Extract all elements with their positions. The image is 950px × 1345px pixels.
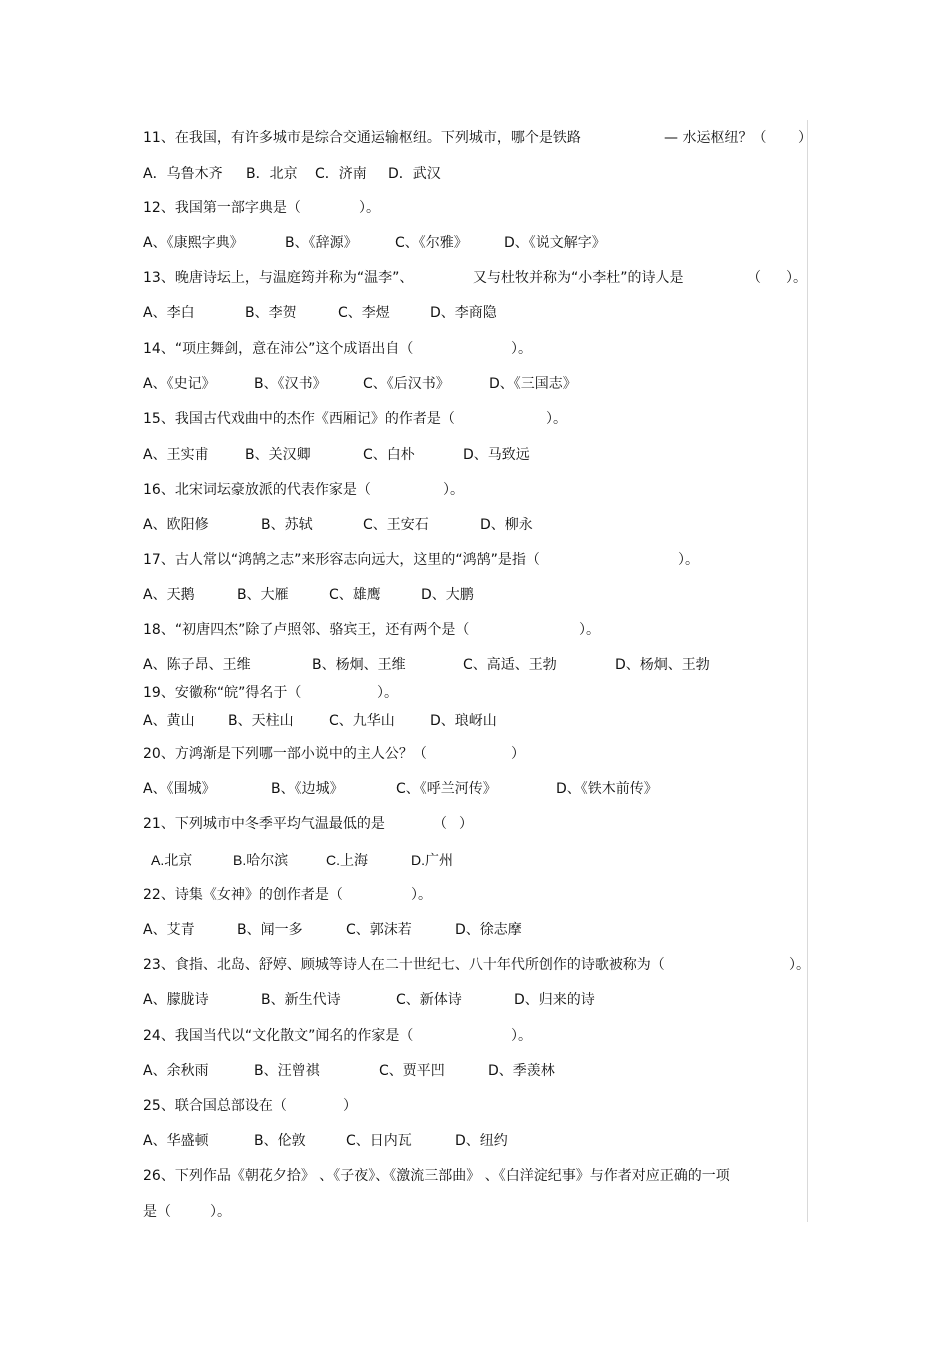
question-18-option-b: B、杨炯、王维	[312, 657, 406, 673]
question-24-stem-text: 24、我国当代以“文化散文”闻名的作家是（	[143, 1028, 414, 1044]
question-11-option-a: A．乌鲁木齐	[143, 166, 223, 182]
question-21-stem-open: （	[433, 816, 447, 832]
question-17-option-b: B、大雁	[237, 587, 289, 603]
question-25-stem-text: 25、联合国总部设在（	[143, 1098, 287, 1114]
question-18-stem-text: 18、“初唐四杰”除了卢照邻、骆宾王，还有两个是（	[143, 622, 470, 638]
question-26-stem-close: ）。	[210, 1204, 231, 1220]
question-12-stem-close: ）。	[359, 200, 380, 216]
question-13-option-b: B、李贺	[245, 305, 297, 321]
question-20-stem-close: ）	[511, 746, 525, 762]
question-17-option-c: C、雄鹰	[329, 587, 381, 603]
question-24-option-b: B、汪曾祺	[254, 1063, 320, 1079]
question-16-option-b: B、苏轼	[261, 517, 313, 533]
question-25-option-a: A、华盛顿	[143, 1133, 209, 1149]
question-19-stem-text: 19、安徽称“皖”得名于（	[143, 685, 302, 701]
question-23-option-b: B、新生代诗	[261, 992, 341, 1008]
question-15-option-c: C、白朴	[363, 447, 415, 463]
question-13-stem-part2: 又与杜牧并称为“小李杜”的诗人是	[473, 270, 684, 286]
question-19-option-d: D、琅岈山	[430, 713, 497, 729]
question-18-option-d: D、杨炯、王勃	[615, 657, 710, 673]
question-14-option-a: A、《史记》	[143, 376, 216, 392]
question-16-option-c: C、王安石	[363, 517, 429, 533]
question-12-stem-text: 12、我国第一部字典是（	[143, 200, 301, 216]
question-23-stem-close: ）。	[789, 957, 810, 973]
question-19-option-b: B、天柱山	[228, 713, 294, 729]
question-20-option-d: D、《铁木前传》	[556, 781, 658, 797]
question-17-option-a: A、天鹅	[143, 587, 195, 603]
question-18-option-c: C、高适、王勃	[463, 657, 557, 673]
question-11-stem-close: ）	[798, 130, 812, 146]
question-22-stem-close: ）。	[411, 887, 432, 903]
question-20-option-a: A、《围城》	[143, 781, 216, 797]
question-15-option-d: D、马致远	[463, 447, 530, 463]
question-19-option-a: A、黄山	[143, 713, 195, 729]
question-15-stem-text: 15、我国古代戏曲中的杰作《西厢记》的作者是（	[143, 411, 455, 427]
question-20-option-c: C、《呼兰河传》	[396, 781, 497, 797]
question-25-stem-close: ）	[343, 1098, 357, 1114]
question-11-stem-part1: 11、在我国，有许多城市是综合交通运输枢纽。下列城市，哪个是铁路	[143, 130, 581, 146]
question-20-stem-text: 20、方鸿渐是下列哪一部小说中的主人公？（	[143, 746, 427, 762]
question-11-option-c: C．济南	[315, 166, 367, 182]
question-16-stem-close: ）。	[443, 482, 464, 498]
question-24-option-a: A、余秋雨	[143, 1063, 209, 1079]
question-17-option-d: D、大鹏	[421, 587, 474, 603]
question-22-stem-text: 22、诗集《女神》的创作者是（	[143, 887, 343, 903]
question-13-option-a: A、李白	[143, 305, 195, 321]
question-17-stem-text: 17、古人常以“鸿鹄之志”来形容志向远大，这里的“鸿鹄”是指（	[143, 552, 540, 568]
question-21-option-c: C.上海	[326, 852, 368, 868]
question-11-option-d: D．武汉	[388, 166, 441, 182]
question-25-option-d: D、纽约	[455, 1133, 508, 1149]
question-23-option-c: C、新体诗	[396, 992, 462, 1008]
question-14-stem-text: 14、“项庄舞剑，意在沛公”这个成语出自（	[143, 341, 414, 357]
question-12-option-d: D、《说文解字》	[504, 235, 606, 251]
question-24-stem-close: ）。	[511, 1028, 532, 1044]
question-14-option-b: B、《汉书》	[254, 376, 327, 392]
question-13-option-d: D、李商隐	[430, 305, 497, 321]
question-19-stem-close: ）。	[377, 685, 398, 701]
question-23-option-a: A、朦胧诗	[143, 992, 209, 1008]
question-15-stem-close: ）。	[546, 411, 567, 427]
question-13-option-c: C、李煜	[338, 305, 390, 321]
question-26-stem-text: 26、下列作品《朝花夕拾》 、《子夜》、《激流三部曲》 、《白洋淀纪事》与作者对应正确的一项	[143, 1168, 730, 1184]
question-14-option-d: D、《三国志》	[489, 376, 577, 392]
question-21-option-a: A.北京	[151, 852, 193, 868]
question-21-option-b: B.哈尔滨	[233, 852, 289, 868]
question-26-stem-line2-text: 是（	[143, 1204, 171, 1220]
question-13-stem-part1: 13、晚唐诗坛上，与温庭筠并称为“温李”、	[143, 270, 414, 286]
question-26-stem-line2	[143, 1203, 231, 1275]
question-17-stem-close: ）。	[678, 552, 699, 568]
question-22-option-c: C、郭沫若	[346, 922, 412, 938]
question-14-option-c: C、《后汉书》	[363, 376, 450, 392]
question-13-stem-close: ）。	[786, 270, 807, 286]
question-11-option-b: B．北京	[246, 166, 298, 182]
question-22-option-a: A、艾青	[143, 922, 195, 938]
question-12-option-c: C、《尔雅》	[395, 235, 468, 251]
question-16-option-d: D、柳永	[480, 517, 533, 533]
question-12-option-b: B、《辞源》	[285, 235, 358, 251]
question-15-option-a: A、王实甫	[143, 447, 209, 463]
question-15-option-b: B、关汉卿	[245, 447, 311, 463]
question-20-option-b: B、《边城》	[271, 781, 344, 797]
question-25-option-b: B、伦敦	[254, 1133, 306, 1149]
question-23-stem-text: 23、食指、北岛、舒婷、顾城等诗人在二十世纪七、八十年代所创作的诗歌被称为（	[143, 957, 665, 973]
question-22-option-d: D、徐志摩	[455, 922, 522, 938]
question-24-option-c: C、贾平凹	[379, 1063, 445, 1079]
question-22-option-b: B、闻一多	[237, 922, 303, 938]
question-14-stem-close: ）。	[511, 341, 532, 357]
question-19-option-c: C、九华山	[329, 713, 395, 729]
question-11-stem-part2: — 水运枢纽？（	[664, 130, 767, 146]
question-18-stem-close: ）。	[579, 622, 600, 638]
question-21-stem-text: 21、下列城市中冬季平均气温最低的是	[143, 816, 385, 832]
question-12-option-a: A、《康熙字典》	[143, 235, 244, 251]
question-21-option-d: D.广州	[411, 852, 453, 868]
question-23-option-d: D、归来的诗	[514, 992, 595, 1008]
question-16-stem-text: 16、北宋词坛豪放派的代表作家是（	[143, 482, 371, 498]
question-18-option-a: A、陈子昂、王维	[143, 657, 251, 673]
question-16-option-a: A、欧阳修	[143, 517, 209, 533]
question-25-option-c: C、日内瓦	[346, 1133, 412, 1149]
question-24-option-d: D、季羡林	[488, 1063, 555, 1079]
question-21-stem-close: ）	[459, 816, 473, 832]
question-13-stem-open: （	[747, 270, 761, 286]
